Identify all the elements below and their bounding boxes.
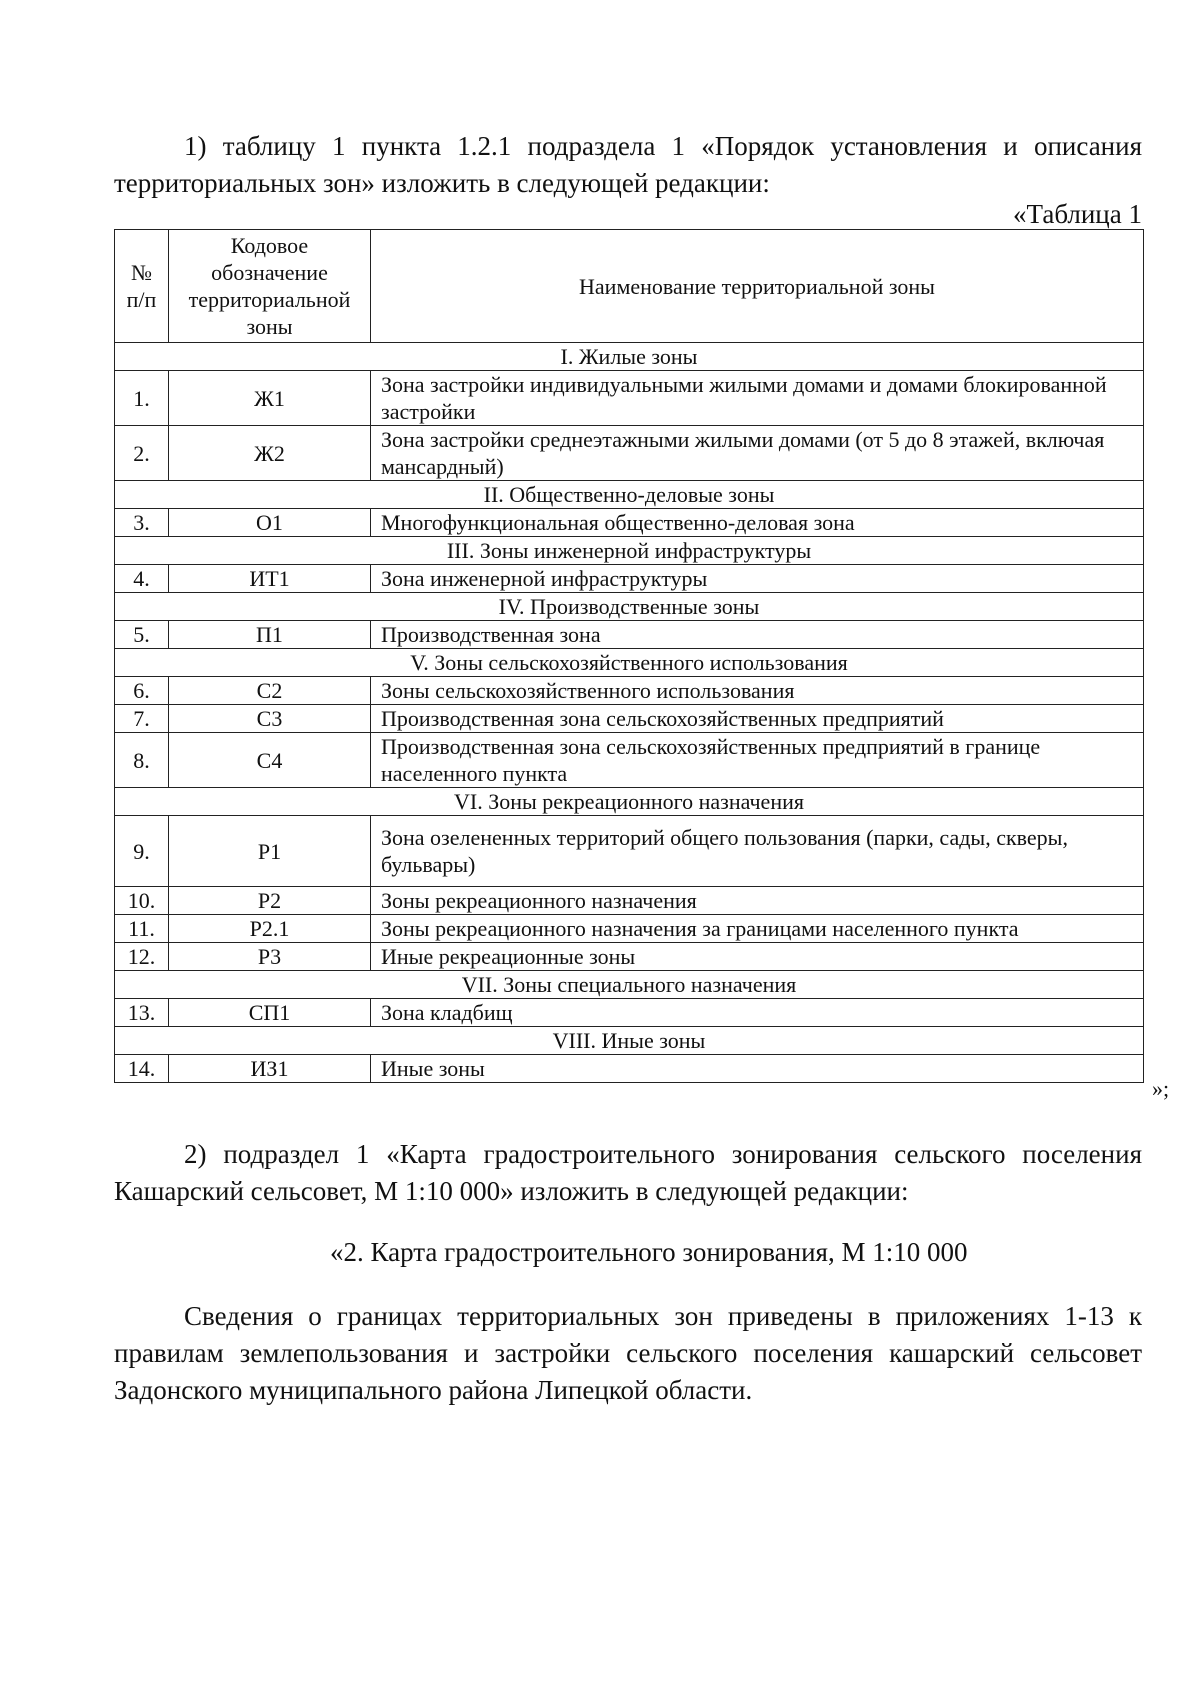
- row-name: Иные рекреационные зоны: [371, 943, 1144, 971]
- table-row: [115, 1055, 1144, 1083]
- section-row: [115, 971, 1144, 999]
- zones-table: [114, 229, 1144, 1083]
- row-num: 7.: [115, 705, 169, 733]
- table-row: [115, 733, 1144, 788]
- row-name: Производственная зона сельскохозяйственных предприятий: [371, 705, 1144, 733]
- table-row: [115, 915, 1144, 943]
- header-code: Кодовое обозначение территориальной зоны: [169, 230, 371, 343]
- row-name: Иные зоны: [371, 1055, 1144, 1083]
- table-row: [115, 705, 1144, 733]
- row-num: 1.: [115, 371, 169, 426]
- table-header-row: [115, 230, 1144, 343]
- row-num: 3.: [115, 509, 169, 537]
- row-name: Зоны сельскохозяйственного использования: [371, 677, 1144, 705]
- section-title: IV. Производственные зоны: [115, 593, 1144, 621]
- row-num: 9.: [115, 816, 169, 887]
- section-row: [115, 537, 1144, 565]
- section-title: V. Зоны сельскохозяйственного использования: [115, 649, 1144, 677]
- row-name: Зона кладбищ: [371, 999, 1144, 1027]
- row-code: Р1: [169, 816, 371, 887]
- map-heading: «2. Карта градостроительного зонирования, М 1:10 000: [330, 1237, 968, 1267]
- row-code: Ж2: [169, 426, 371, 481]
- row-num: 4.: [115, 565, 169, 593]
- row-code: Р3: [169, 943, 371, 971]
- row-name: Многофункциональная общественно-деловая зона: [371, 509, 1144, 537]
- section-row: [115, 1027, 1144, 1055]
- table-row: [115, 887, 1144, 915]
- table-row: [115, 509, 1144, 537]
- row-num: 12.: [115, 943, 169, 971]
- row-code: С2: [169, 677, 371, 705]
- header-name: Наименование территориальной зоны: [371, 230, 1144, 343]
- section-title: III. Зоны инженерной инфраструктуры: [115, 537, 1144, 565]
- table-row: [115, 999, 1144, 1027]
- table-caption: «Таблица 1: [1013, 199, 1142, 229]
- row-num: 2.: [115, 426, 169, 481]
- table-row: [115, 621, 1144, 649]
- section-row: [115, 343, 1144, 371]
- row-code: О1: [169, 509, 371, 537]
- row-code: СП1: [169, 999, 371, 1027]
- row-code: Ж1: [169, 371, 371, 426]
- row-name: Зона застройки индивидуальными жилыми домами и домами блокированной застройки: [371, 371, 1144, 426]
- table-row: [115, 426, 1144, 481]
- section-title: I. Жилые зоны: [115, 343, 1144, 371]
- row-num: 13.: [115, 999, 169, 1027]
- paragraph-3: Сведения о границах территориальных зон приведены в приложениях 1-13 к правилам землепользования и застройки сельского поселения кашарский сельсовет Задонского муниципального района Липецкой области.: [114, 1301, 1142, 1405]
- table-row: [115, 677, 1144, 705]
- section-row: [115, 788, 1144, 816]
- row-num: 10.: [115, 887, 169, 915]
- row-code: Р2.1: [169, 915, 371, 943]
- row-code: ИЗ1: [169, 1055, 371, 1083]
- row-num: 11.: [115, 915, 169, 943]
- section-row: [115, 649, 1144, 677]
- row-name: Зона застройки среднеэтажными жилыми домами (от 5 до 8 этажей, включая мансардный): [371, 426, 1144, 481]
- row-code: С4: [169, 733, 371, 788]
- row-num: 6.: [115, 677, 169, 705]
- table-row: [115, 816, 1144, 887]
- row-code: Р2: [169, 887, 371, 915]
- paragraph-1: 1) таблицу 1 пункта 1.2.1 подраздела 1 «Порядок установления и описания территориальных зон» изложить в следующей редакции:: [114, 131, 1142, 198]
- section-title: VI. Зоны рекреационного назначения: [115, 788, 1144, 816]
- row-name: Зона инженерной инфраструктуры: [371, 565, 1144, 593]
- table-row: [115, 565, 1144, 593]
- section-title: VIII. Иные зоны: [115, 1027, 1144, 1055]
- row-num: 8.: [115, 733, 169, 788]
- section-title: II. Общественно-деловые зоны: [115, 481, 1144, 509]
- section-row: [115, 481, 1144, 509]
- table-row: [115, 371, 1144, 426]
- row-name: Производственная зона сельскохозяйственных предприятий в границе населенного пункта: [371, 733, 1144, 788]
- row-num: 14.: [115, 1055, 169, 1083]
- section-title: VII. Зоны специального назначения: [115, 971, 1144, 999]
- table-row: [115, 943, 1144, 971]
- row-name: Зоны рекреационного назначения за границами населенного пункта: [371, 915, 1144, 943]
- header-num: № п/п: [115, 230, 169, 343]
- row-code: П1: [169, 621, 371, 649]
- row-name: Зоны рекреационного назначения: [371, 887, 1144, 915]
- paragraph-2: 2) подраздел 1 «Карта градостроительного зонирования сельского поселения Кашарский сельсовет, М 1:10 000» изложить в следующей редакции:: [114, 1139, 1142, 1206]
- row-num: 5.: [115, 621, 169, 649]
- section-row: [115, 593, 1144, 621]
- table-closing-quote: »;: [1152, 1076, 1170, 1101]
- row-code: С3: [169, 705, 371, 733]
- row-name: Производственная зона: [371, 621, 1144, 649]
- row-name: Зона озелененных территорий общего пользования (парки, сады, скверы, бульвары): [371, 816, 1144, 887]
- row-code: ИТ1: [169, 565, 371, 593]
